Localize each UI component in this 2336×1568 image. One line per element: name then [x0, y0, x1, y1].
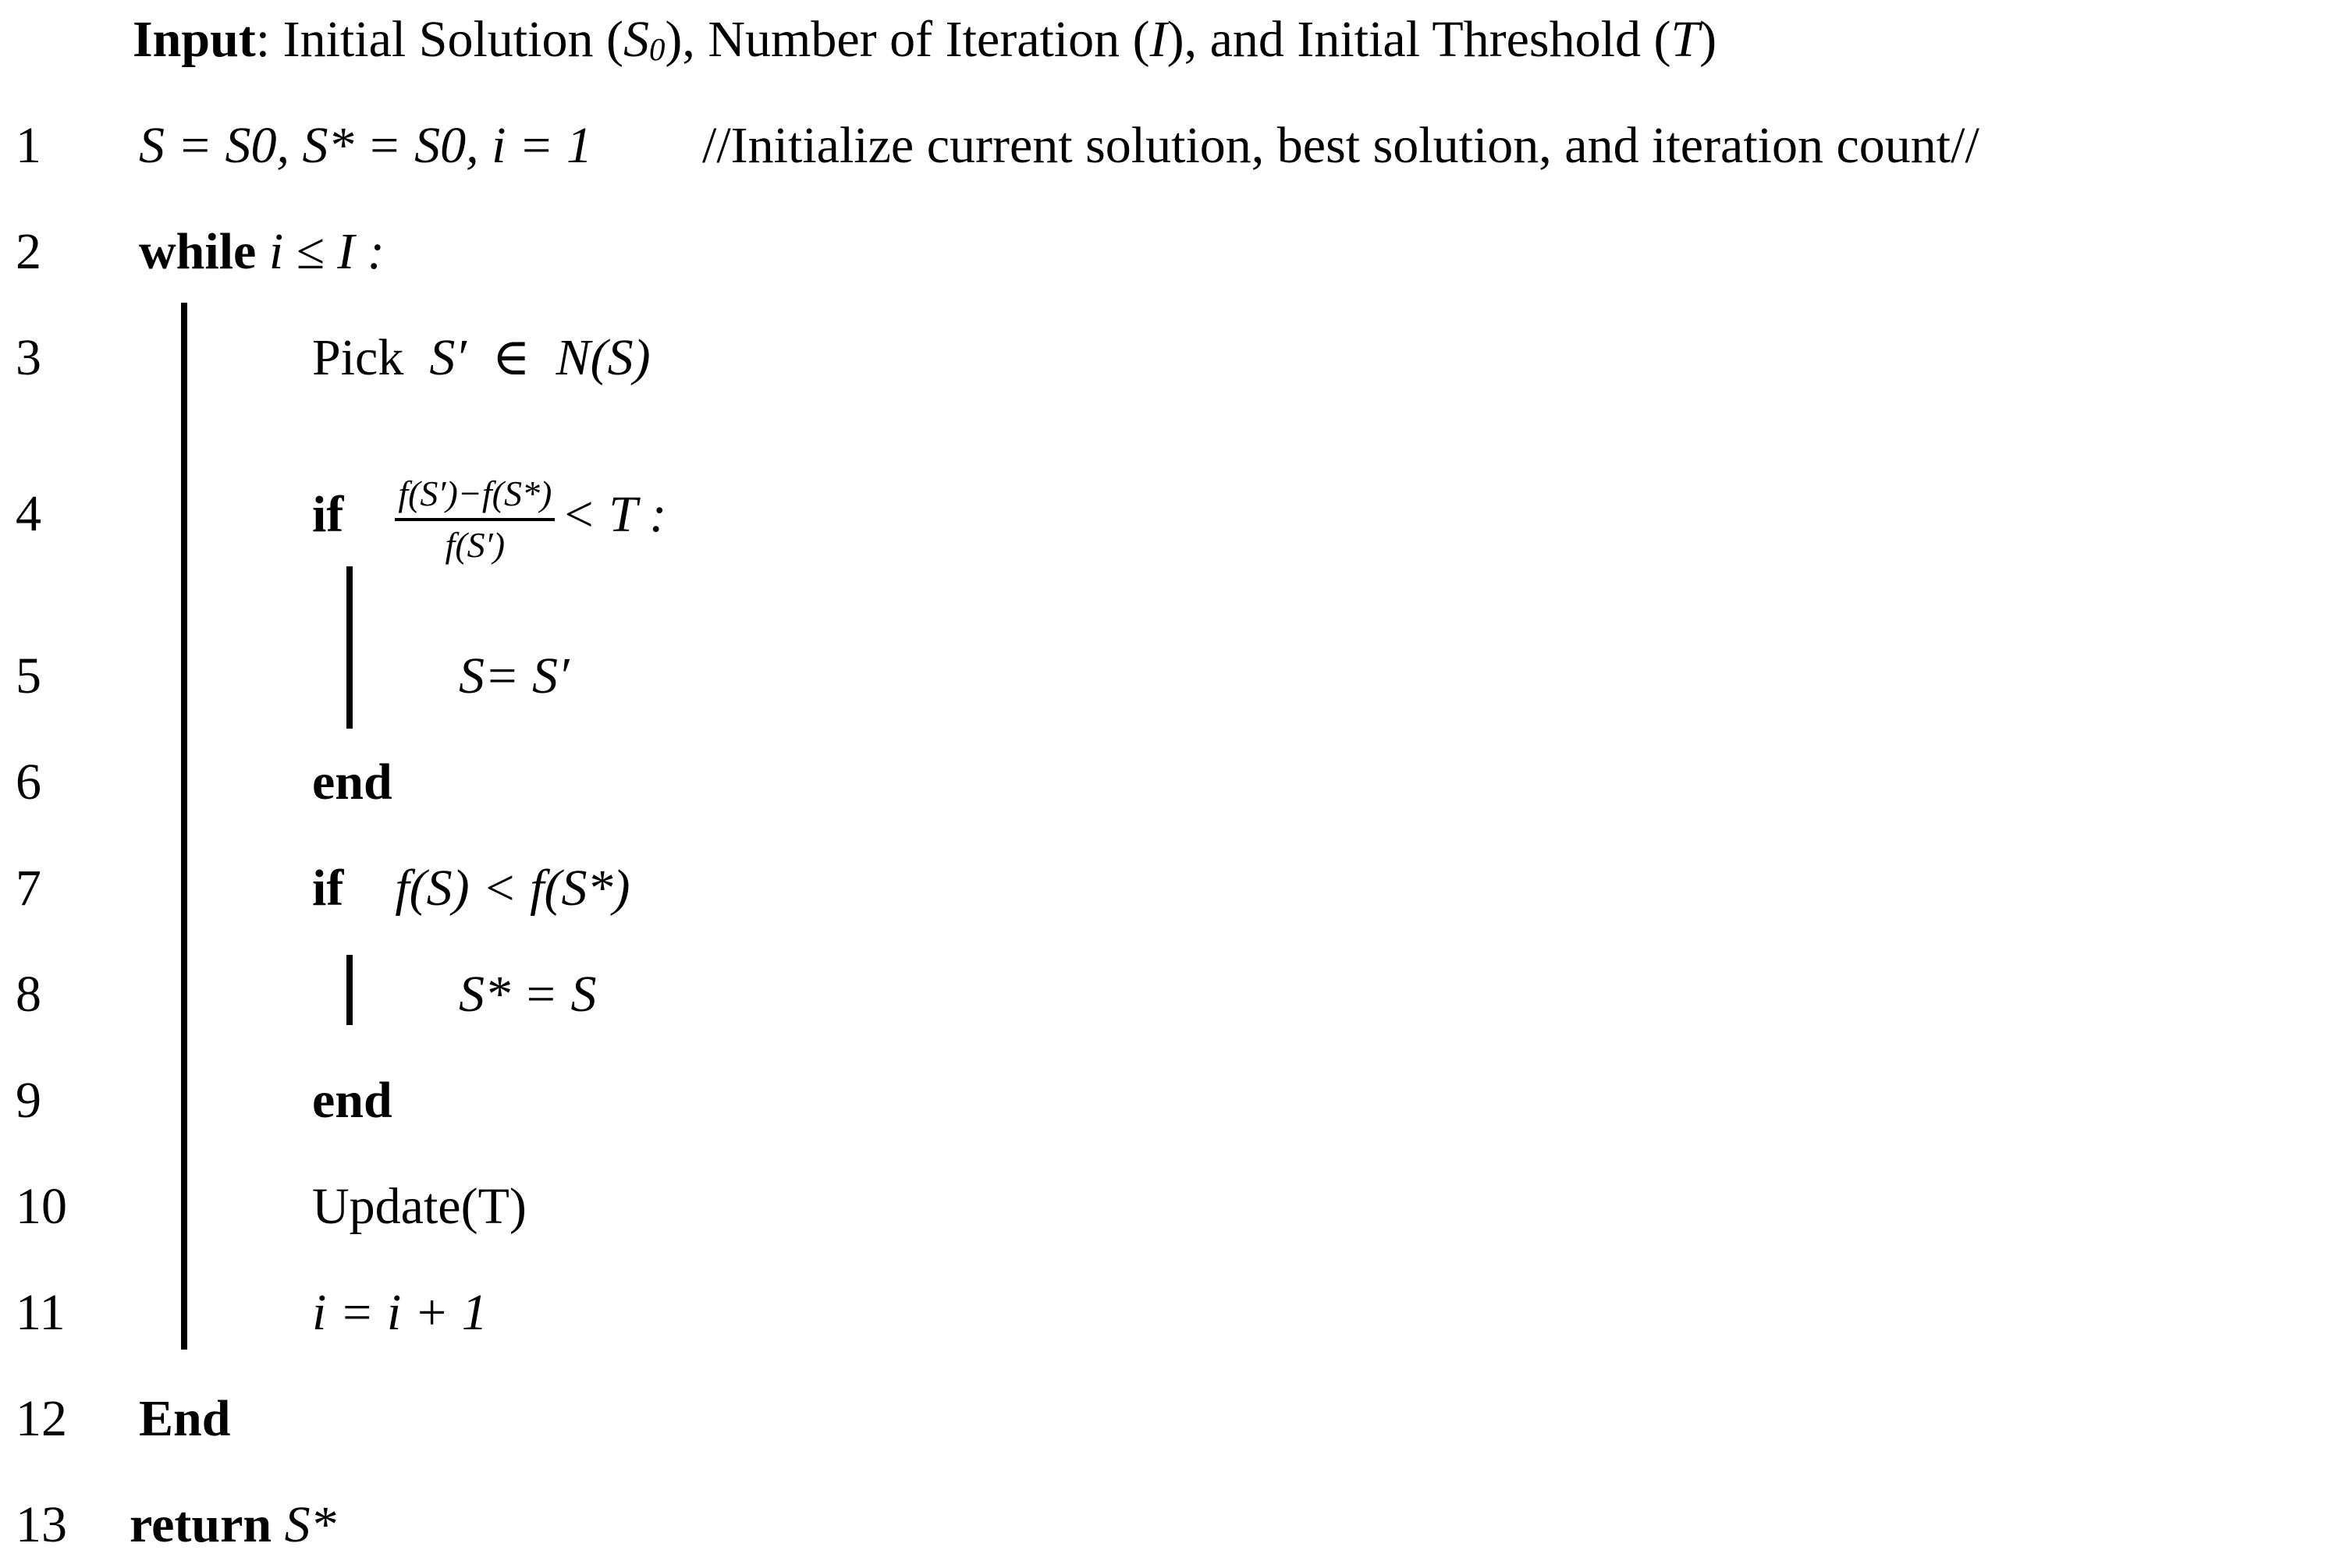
line-2 [0, 209, 2336, 295]
input-threshold: T [1670, 11, 1700, 68]
line-number: 11 [16, 1284, 66, 1341]
line-10 [0, 1164, 2336, 1250]
end-keyword: end [312, 1072, 392, 1129]
if-keyword: if [312, 860, 344, 917]
while-keyword: while [139, 223, 257, 280]
line-7 [0, 846, 2336, 931]
line-1 [0, 103, 2336, 189]
line-number: 10 [16, 1178, 67, 1235]
line-1-code: S = S0, S* = S0, i = 1 [139, 117, 592, 174]
line-10-code: Update(T) [312, 1178, 527, 1235]
input-iterations: I [1149, 11, 1167, 68]
line-number: 9 [16, 1072, 41, 1129]
input-text-d: ) [1699, 11, 1717, 68]
end-while-keyword: End [139, 1390, 231, 1447]
if-block-bar-2 [346, 955, 353, 1025]
element-of: ∈ [492, 329, 531, 386]
return-keyword: return [130, 1496, 272, 1553]
line-3 [0, 315, 2336, 401]
line-number: 1 [16, 117, 41, 174]
line-number: 13 [16, 1496, 67, 1553]
line-6 [0, 740, 2336, 825]
compare-expression: f(S) < f(S*) [395, 860, 630, 917]
fraction-denominator: f(S′) [445, 525, 506, 565]
fraction-numerator: f(S′)−f(S*) [395, 471, 555, 521]
line-number: 4 [16, 485, 41, 542]
ratio-fraction [395, 471, 555, 568]
line-2-code [139, 209, 385, 295]
line-13 [0, 1482, 2336, 1568]
line-number: 7 [16, 860, 41, 917]
line-1-comment: //Initialize current solution, best solution, and iteration count// [702, 117, 1979, 174]
return-value: S* [284, 1496, 336, 1553]
line-12 [0, 1376, 2336, 1462]
line-number: 2 [16, 223, 41, 280]
line-11 [0, 1270, 2336, 1356]
line-4-code [312, 471, 666, 568]
line-number: 6 [16, 754, 41, 811]
if-block-bar-1 [346, 566, 353, 729]
input-text [133, 0, 1716, 93]
line-8-code: S* = S [459, 966, 597, 1023]
input-text-c: ), and Initial Threshold ( [1166, 11, 1671, 68]
line-4 [0, 471, 2336, 565]
end-keyword: end [312, 754, 392, 811]
input-text-a: : Initial Solution ( [255, 11, 623, 68]
input-line [0, 0, 2336, 83]
line-9 [0, 1058, 2336, 1144]
pick-text: Pick [312, 329, 404, 386]
neighborhood: N(S) [556, 329, 651, 386]
line-5-code: S= S′ [459, 647, 570, 704]
line-3-code [312, 315, 651, 401]
while-block-bar [181, 303, 187, 1350]
line-number: 3 [16, 329, 41, 386]
line-number: 8 [16, 966, 41, 1023]
s-prime: S′ [429, 329, 467, 386]
line-number: 12 [16, 1390, 67, 1447]
while-condition: i ≤ I : [268, 223, 385, 280]
line-number: 5 [16, 647, 41, 704]
line-11-code: i = i + 1 [312, 1284, 488, 1341]
input-label: Input [133, 11, 256, 68]
threshold-compare: < T : [561, 486, 667, 544]
input-text-b: ), Number of Iteration ( [665, 11, 1150, 68]
if-keyword: if [312, 486, 344, 544]
input-s0: S0 [623, 11, 666, 68]
line-13-code [130, 1482, 336, 1568]
line-7-code [312, 846, 630, 931]
